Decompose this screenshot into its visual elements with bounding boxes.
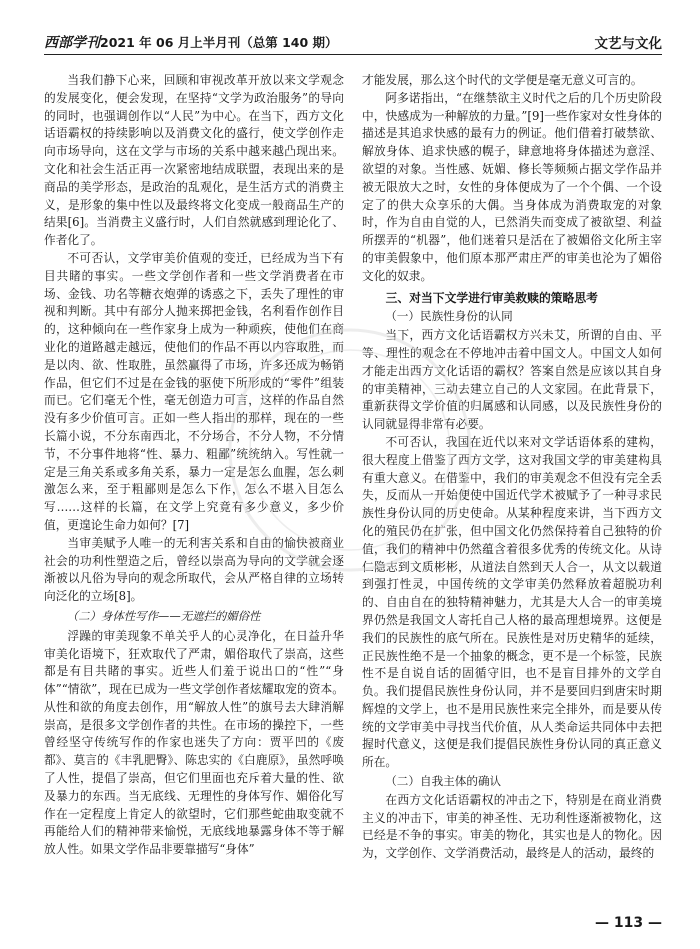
journal-name: 西部学刊 <box>44 35 100 51</box>
paragraph: 浮躁的审美现象不单关乎人的心灵净化，在日益升华审美化语境下，狂欢取代了严肃，媚俗取代了崇高，这些都是有目共睹的事实。近些人们羞于说出口的“性”“身体”“情欲”，现在已成为一些文学创作者炫耀取宠的资本。从性和欲的角度去创作，用“解放人性”的旗号去大肆消解崇高，是很多文学创作者的共性。在市场的操控下，一些曾经坚守传统写作的作家也迷失了方向：贾平凹的《废都》、莫言的《丰乳肥臀》、陈忠实的《白鹿原》，虽然呼唤了人性，提倡了崇高，但它们里面也充斥着大量的性、欲及暴力的东西。当无底线、无理性的身体写作、媚俗化写作在一定程度上肯定人的欲望时，它们那些蛇曲取变就不再能给人们的精神带来愉悦，无底线地暴露身体不等于解放人性。如果文学作品非要靠描写“身体” <box>44 628 344 857</box>
header-rule <box>44 54 662 55</box>
paragraph: 当我们静下心来，回顾和审视改革开放以来文学观念的发展变化，便会发现，在坚持“文学为政治服务”的导向的同时，也强调创作以“人民”为中心。在当下，西方文化话语霸权的持续影响以及消费文化的盛行，使文学创作走向市场导向，这在文学与市场的关系中越来越凸现出来。文化和社会生活正再一次紧密地结成联盟，表现出来的是商品的美学形态，是政治的乱观化，是生活方式的消费主义，是形象的集中性以及最终将文化变成一般商品生产的结果[6]。当消费主义盛行时，人们自然就感到理论化了、作者化了。 <box>44 73 344 248</box>
paragraph: 阿多诺指出，“在继禁欲主义时代之后的几个历史阶段中，快感成为一种解放的力量。”[9]一些作家对女性身体的描述是其追求快感的最有力的例证。他们借着打破禁欲、解放身体、追求快感的幌子，肆意地将身体描述为意淫、欲望的对象。当性感、妩媚、修长等频频占据文学作品并被无限放大之时，女性的身体便成为了一个个偶、一个设定了的供大众享乐的大偶。当身体成为消费取宠的对象时，作为自由自觉的人，已然消失而变成了被欲望、利益所摆弄的“机器”，他们迷着只是活在了被媚俗文化所主宰的审美假象中，他们原本那严肃庄严的审美也沦为了媚俗文化的奴隶。 <box>362 90 662 283</box>
journal-issue <box>44 32 338 52</box>
subsection-heading: （二）自我主体的确认 <box>385 774 502 789</box>
subsection-heading: （一）民族性身份的认同 <box>385 309 513 324</box>
issue-info: 2021 年 06 月上半月刊（总第 140 期） <box>100 35 338 50</box>
paragraph: 在西方文化话语霸权的冲击之下，特别是在商业消费主义的冲击下，审美的神圣性、无功利性逐渐被物化，这已经是不争的事实。审美的物化，其实也是人的物化。因为，文学创作、文学消费活动，最终是人的活动，最终的 <box>362 792 662 861</box>
right-column <box>362 72 662 892</box>
left-column <box>44 72 344 892</box>
page-header <box>44 24 662 64</box>
paragraph: 才能发展，那么这个时代的文学便是毫无意义可言的。 <box>362 73 643 87</box>
page-number: — 113 — <box>595 915 662 931</box>
paragraph: 当审美赋予人唯一的无利害关系和自由的愉快被商业社会的功利性塑造之后，曾经以崇高为导向的文学就会逐渐被以凡俗为导向的观念所取代，会从严格自律的立场转向泛化的立场[8]。 <box>44 535 344 604</box>
paragraph: 不可否认，我国在近代以来对文学话语体系的建构，很大程度上借鉴了西方文学，这对我国文学的审美建构具有重大意义。在借鉴中，我们的审美观念不但没有完全丢失，反而从一开始便使中国近代学术被赋予了一种寻求民族性身份认同的历史使命。从某种程度来讲，当下西方文化的殖民仍在扩张，但中国文化仍然保持着自己独特的价值，我们的精神中仍然蕴含着很多优秀的传统文化。从诗仁隐志到文质彬彬，从道法自然到天人合一，从文以载道到强打性灵，中国传统的文学审美仍然释放着超脱功利的、自由自在的独特精神魅力，尤其是大人合一的审美境界仍然是我国文人寄托自己人格的最高理想境界。这便是我们的民族性的底气所在。民族性是对历史精华的延续，正民族性绝不是一个抽象的概念，更不是一个标签，民族性不是自说自话的固循守旧，也不是盲目排外的文学自负。我们提倡民族性身份认同，并不是要回归到唐宋时期辉煌的文学上，也不是用民族性来完全排外，而是要从传统的文学审美中寻找当代价值，从人类命运共同体中去把握时代意义，这便是我们提倡民族性身份认同的真正意义所在。 <box>362 434 662 770</box>
paragraph: 当下，西方文化话语霸权方兴未艾，所谓的自由、平等、理性的观念在不停地冲击着中国文人。中国文人如何才能走出西方文化话语的霸权？答案自然是应该以其自身的审美精神，三动去建立自己的人文家园。在此背景下，重新获得文学价值的归属感和认同感，以及民族性身份的认同就显得非常有必要。 <box>362 328 662 432</box>
section-heading: 三、对当下文学进行审美救赎的策略思考 <box>385 290 598 305</box>
section-name: 文艺与文化 <box>594 36 662 52</box>
subsection-heading: （二）身体性写作——无遮拦的媚俗性 <box>66 608 261 623</box>
paragraph: 不可否认，文学审美价值观的变迁，已经成为当下有目共睹的事实。一些文学创作者和一些文学消费者在市场、金钱、功名等糖衣炮弹的诱惑之下，丢失了理性的审视和判断。其中有部分人抛来掷把金钱，名利看作创作目的，这种倾向在一些作家身上成为一种顽疾，使他们在商业化的道路越走越远，使他们的作品不再以内容取胜，而是以肉、欲、性取胜，虽然赢得了市场，许多还成为畅销作品，但它们不过是在金钱的驱使下所形成的“零件”组装而已。它们毫无个性，毫无创造力可言，这样的作品自然没有多少价值可言。正如一些人指出的那样，现在的一些长篇小说，不分东南西北，不分场合，不分人物，不分情节，不分事件地将“性、暴力、粗鄙”统统纳入。写性就一定是三角关系或多角关系，暴力一定是怎么血腥，怎么刺激怎么来，至于粗鄙则是怎么下作，怎么不堪入目怎么写……这样的长篇，在文学上究竟有多少意义，多少价值，更遑论生命力如何？[7] <box>44 250 344 532</box>
